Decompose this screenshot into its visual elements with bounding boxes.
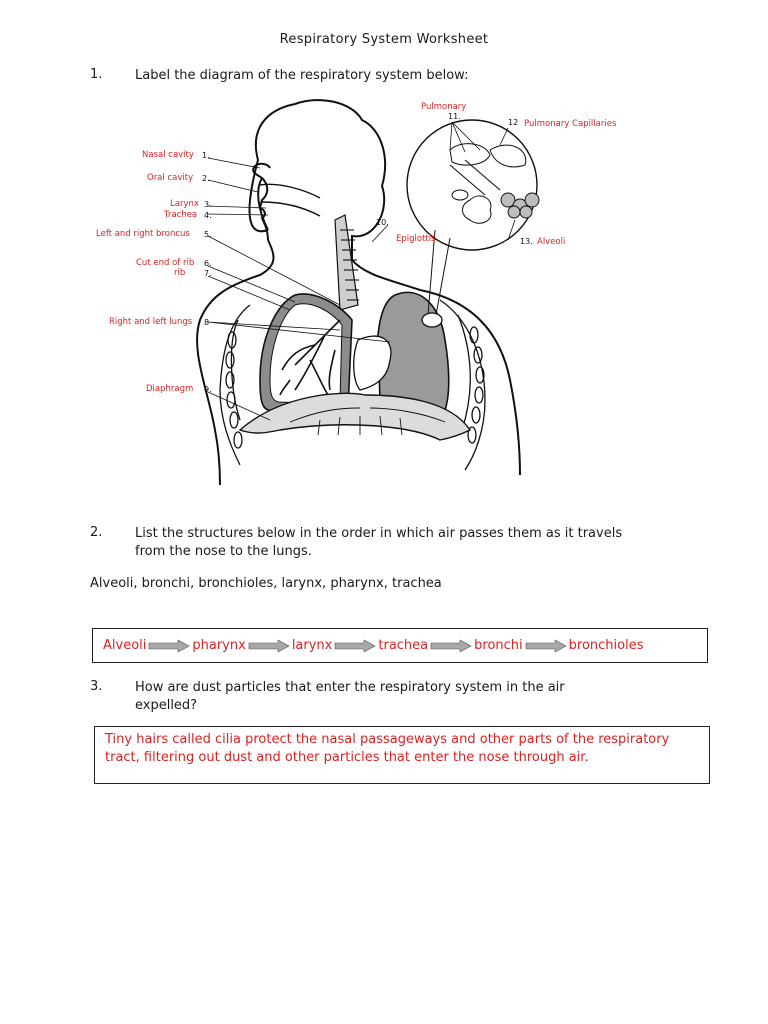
- arrow-right-icon: [334, 640, 376, 652]
- worksheet-title: Respiratory System Worksheet: [279, 32, 489, 47]
- label-larynx: Larynx: [170, 199, 199, 209]
- arrow-right-icon: [148, 640, 190, 652]
- label-num-8: 8: [204, 318, 210, 327]
- question-3-answer: Tiny hairs called cilia protect the nasal passageways and other parts of the respiratory tract, filtering out dust and other particles that enter the nose through air.: [105, 732, 670, 765]
- question-2-number: 2.: [90, 525, 103, 540]
- label-diaphragm: Diaphragm: [146, 384, 194, 394]
- label-num-9: 9.: [204, 385, 212, 394]
- label-num-5: 5.: [204, 230, 212, 239]
- sequence-item: Alveoli: [103, 638, 147, 653]
- question-1-number: 1.: [90, 67, 103, 82]
- sequence-row: [93, 629, 707, 662]
- alveoli-inset: [407, 120, 537, 250]
- arrow-right-icon: [248, 640, 290, 652]
- label-alveoli: Alveoli: [537, 237, 566, 247]
- respiratory-diagram: [90, 90, 617, 490]
- question-2-line1: List the structures below in the order in which air passes them as it travels: [135, 526, 623, 541]
- label-num-3: 3.: [204, 200, 212, 209]
- sequence-item: bronchi: [474, 638, 523, 653]
- question-2-structures: Alveoli, bronchi, bronchioles, larynx, pharynx, trachea: [90, 576, 442, 591]
- question-3-line2: expelled?: [135, 698, 198, 713]
- label-pulmonary-capillaries: Pulmonary Capillaries: [524, 119, 617, 129]
- sequence-item: larynx: [291, 638, 333, 653]
- label-pulmonary: Pulmonary: [421, 102, 467, 112]
- label-num-11: 11.: [448, 112, 461, 121]
- label-oral-cavity: Oral cavity: [147, 173, 194, 183]
- label-epiglottis: Epiglottis: [396, 234, 436, 244]
- sequence-item: pharynx: [192, 638, 246, 653]
- label-nasal-cavity: Nasal cavity: [142, 150, 194, 160]
- sequence-item: bronchioles: [568, 638, 644, 653]
- sequence-item: trachea: [378, 638, 429, 653]
- arrow-right-icon: [525, 640, 567, 652]
- arrow-right-icon: [430, 640, 472, 652]
- question-1-text: Label the diagram of the respiratory system below:: [135, 68, 469, 83]
- label-num-1: 1.: [202, 151, 210, 160]
- label-num-2: 2.: [202, 174, 210, 183]
- question-2-line2: from the nose to the lungs.: [135, 544, 312, 559]
- label-num-4: 4.: [204, 211, 212, 220]
- label-num-12: 12: [508, 118, 519, 127]
- ribcage-left: [220, 305, 250, 465]
- question-2-answer-box: [92, 628, 708, 663]
- question-3-line1: How are dust particles that enter the respiratory system in the air: [135, 680, 565, 695]
- label-bronchus: Left and right broncus: [96, 229, 190, 239]
- label-num-7: 7.: [204, 269, 212, 278]
- label-num-6: 6.: [204, 259, 212, 268]
- label-lungs: Right and left lungs: [109, 317, 193, 327]
- label-num-13: 13.: [520, 237, 533, 246]
- question-3-number: 3.: [90, 679, 103, 694]
- label-cut-end-of-rib: Cut end of rib: [136, 258, 195, 268]
- question-3-answer-box: [94, 726, 710, 784]
- label-trachea: Trachea: [164, 210, 198, 220]
- label-rib: rib: [174, 268, 186, 278]
- label-num-10: 10.: [376, 218, 389, 227]
